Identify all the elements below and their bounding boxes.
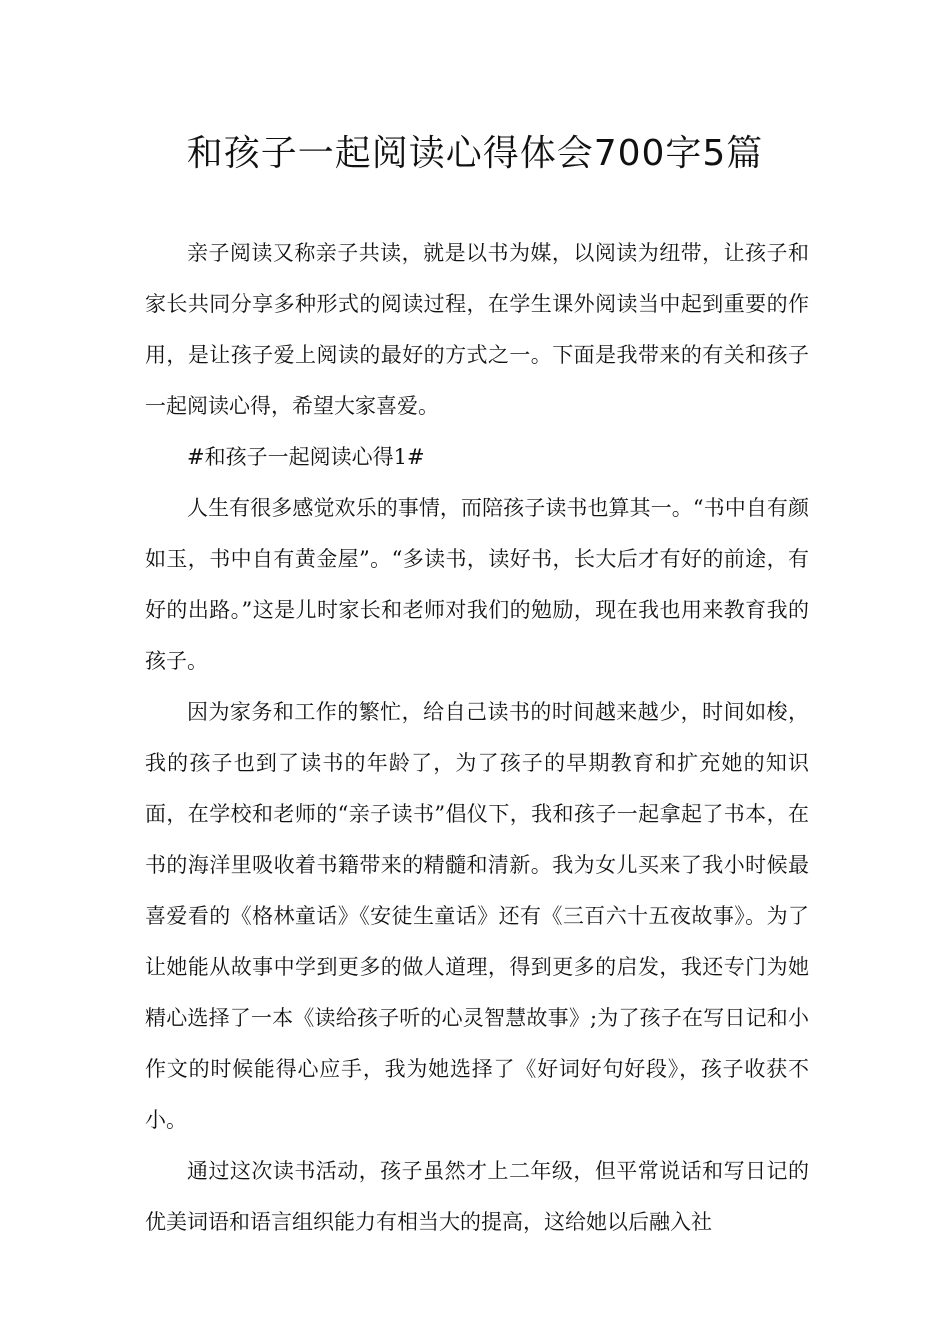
document-body (145, 228, 809, 1248)
body-paragraph: 因为家务和工作的繁忙，给自己读书的时间越来越少，时间如梭，我的孩子也到了读书的年龄了，为了孩子的早期教育和扩充她的知识面，在学校和老师的“亲子读书”倡仪下，我和孩子一起拿起了书本，在书的海洋里吸收着书籍带来的精髓和清新。我为女儿买来了我小时候最喜爱看的《格林童话》《安徒生童话》还有《三百六十五夜故事》。为了让她能从故事中学到更多的做人道理，得到更多的启发，我还专门为她精心选择了一本《读给孩子听的心灵智慧故事》;为了孩子在写日记和小作文的时候能得心应手，我为她选择了《好词好句好段》，孩子收获不小。 (145, 700, 809, 1132)
document-title: 和孩子一起阅读心得体会700字5篇 (186, 133, 764, 174)
section-heading: #和孩子一起阅读心得1# (187, 445, 425, 469)
intro-paragraph: 亲子阅读又称亲子共读，就是以书为媒，以阅读为纽带，让孩子和家长共同分享多种形式的阅读过程，在学生课外阅读当中起到重要的作用，是让孩子爱上阅读的最好的方式之一。下面是我带来的有关和孩子一起阅读心得，希望大家喜爱。 (145, 241, 809, 418)
body-paragraph: 通过这次读书活动，孩子虽然才上二年级，但平常说话和写日记的优美词语和语言组织能力有相当大的提高，这给她以后融入社 (145, 1159, 809, 1234)
body-paragraph: 人生有很多感觉欢乐的事情，而陪孩子读书也算其一。“书中自有颜如玉，书中自有黄金屋”。“多读书，读好书，长大后才有好的前途，有好的出路。”这是儿时家长和老师对我们的勉励，现在我也用来教育我的孩子。 (145, 496, 809, 673)
